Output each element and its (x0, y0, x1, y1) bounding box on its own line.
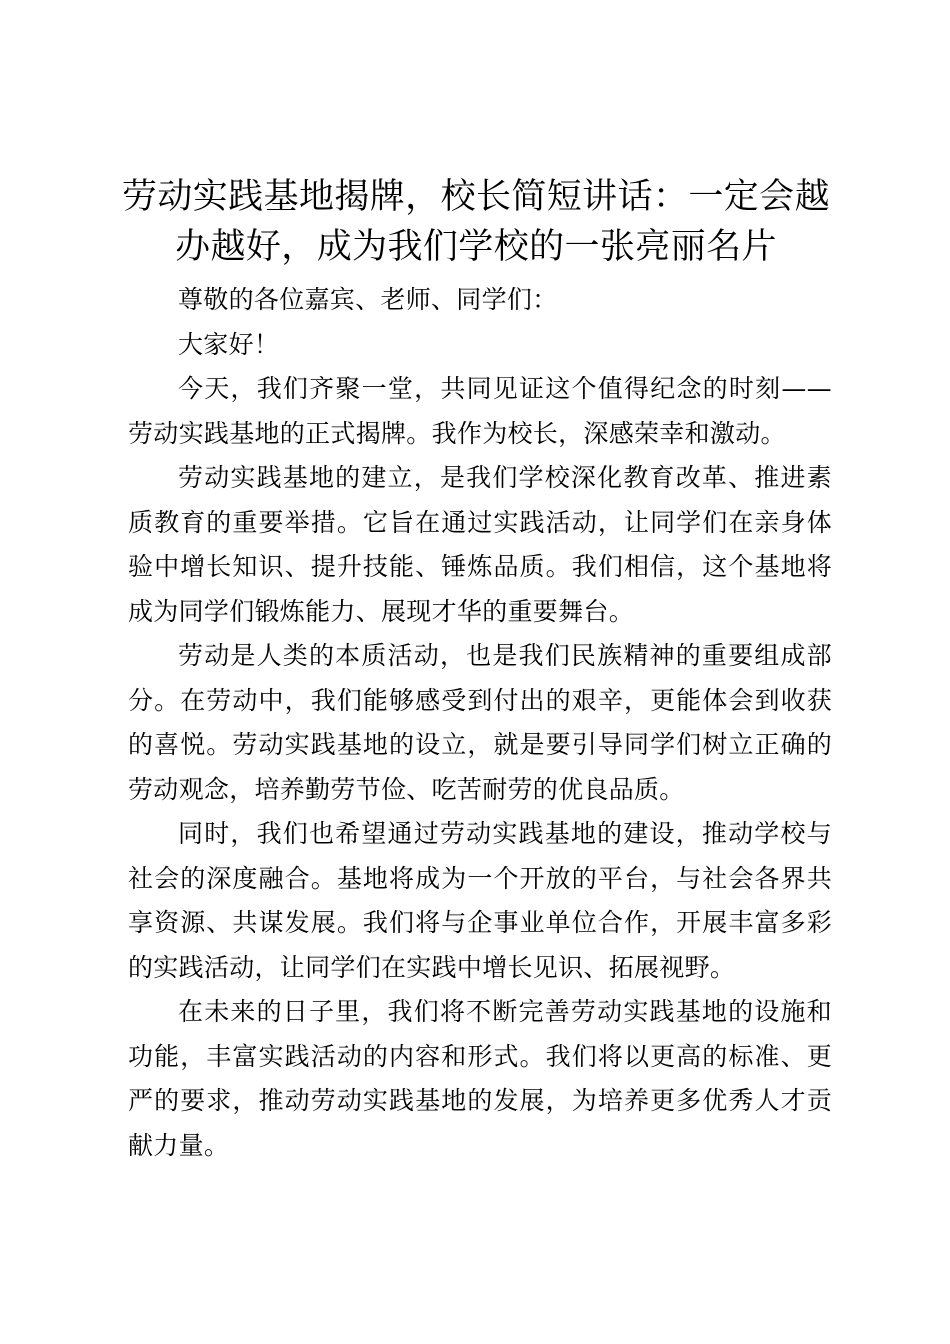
paragraph: 今天，我们齐聚一堂，共同见证这个值得纪念的时刻——劳动实践基地的正式揭牌。我作为校长，深感荣幸和激动。 (128, 374, 832, 448)
paragraph: 劳动实践基地的建立，是我们学校深化教育改革、推进素质教育的重要举措。它旨在通过实践活动，让同学们在亲身体验中增长知识、提升技能、锤炼品质。我们相信，这个基地将成为同学们锻炼能力、展现才华的重要舞台。 (128, 463, 832, 626)
document-title: 劳动实践基地揭牌，校长简短讲话：一定会越办越好，成为我们学校的一张亮丽名片 (121, 177, 830, 267)
paragraph: 同时，我们也希望通过劳动实践基地的建设，推动学校与社会的深度融合。基地将成为一个开放的平台，与社会各界共享资源、共谋发展。我们将与企事业单位合作，开展丰富多彩的实践活动，让同学们在实践中增长见识、拓展视野。 (128, 819, 832, 982)
document-body (128, 278, 832, 1168)
paragraph: 劳动是人类的本质活动，也是我们民族精神的重要组成部分。在劳动中，我们能够感受到付出的艰辛，更能体会到收获的喜悦。劳动实践基地的设立，就是要引导同学们树立正确的劳动观念，培养勤劳节俭、吃苦耐劳的优良品质。 (128, 641, 832, 804)
paragraph-salutation: 尊敬的各位嘉宾、老师、同学们： (178, 285, 558, 314)
paragraph: 在未来的日子里，我们将不断完善劳动实践基地的设施和功能，丰富实践活动的内容和形式。我们将以更高的标准、更严的要求，推动劳动实践基地的发展，为培养更多优秀人才贡献力量。 (128, 997, 832, 1160)
paragraph-greeting: 大家好！ (178, 329, 280, 359)
